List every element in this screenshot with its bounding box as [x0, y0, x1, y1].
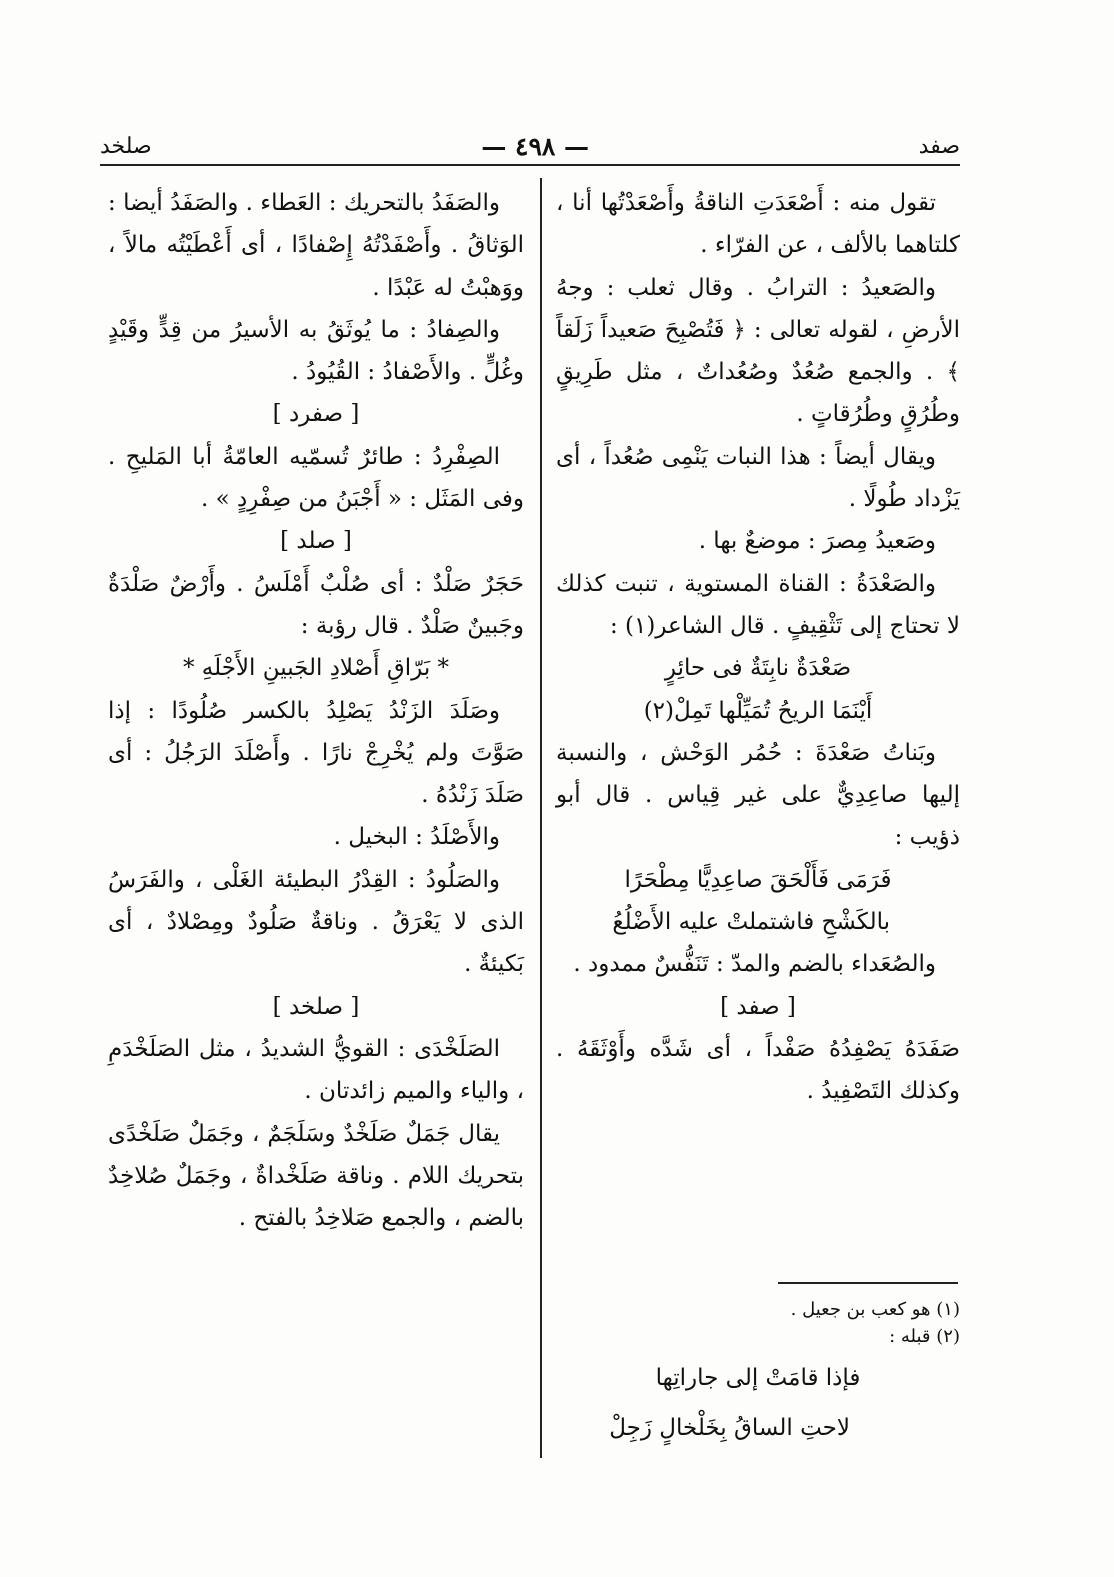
entry-paragraph: صَفَدَهُ يَصْفِدُهُ صَفْداً ، أى شَدَّه وأَوْثَقَهُ . وكذلك التَصْفِيدُ . [556, 1035, 960, 1105]
entry-paragraph: وصَلَدَ الزَنْدُ يَصْلِدُ بالكسر صُلُودًا : إذا صَوَّتَ ولم يُخْرِجْ نارًا . وأَصْلَدَ الرَجُلُ : أى صَلَدَ زَنْدُهُ . [108, 697, 524, 809]
page-number: — ٤٩٨ — [481, 131, 590, 161]
entry-paragraph: وصَعيدُ مِصرَ : موضعٌ بها . [698, 528, 936, 555]
entry-paragraph: والصَعْدَةُ : القناة المستوية ، تنبت كذلك لا تحتاج إلى تَثْقِيفٍ . قال الشاعر(١) : [556, 570, 960, 639]
entry-heading: [ صفد ] [720, 993, 796, 1020]
footnote-verse-1: فإذا قامَتْ إلى جاراتِها [655, 1365, 861, 1391]
entry-heading: [ صلخد ] [272, 993, 360, 1020]
entry-paragraph: ويقال أيضاً : هذا النبات يَنْمِى صُعُداً ، أى يَزْداد طُولًا . [556, 443, 960, 513]
entry-paragraph: حَجَرٌ صَلْدٌ : أى صُلْبٌ أَمْلَسُ . وأَرْضٌ صَلْدَةٌ وجَبينٌ صَلْدٌ . قال رؤبة : [108, 570, 524, 639]
entry-heading: [ صلد ] [280, 528, 352, 555]
entry-paragraph: تقول منه : أَصْعَدَتِ الناقةُ وأَصْعَدْتُها أنا ، كلتاهما بالألف ، عن الفرّاء . [556, 190, 960, 259]
entry-paragraph: والصُعَداء بالضم والمدّ : تَنَفُّسٌ ممدود . [573, 951, 936, 978]
column-divider [540, 178, 542, 1458]
verse-line: أَيْنَمَا الريحُ تُمَيِّلْها تَمِلْ(٢) [643, 697, 873, 724]
entry-paragraph: وبَناتُ صَعْدَةَ : حُمُر الوَحْش ، والنسبة إليها صاعِدِيٌّ على غير قِياس . قال أبو ذؤيب : [556, 739, 960, 851]
verse-line: فَرَمَى فَأَلْحَقَ صاعِدِيًّا مِطْحَرًا [624, 866, 892, 893]
entry-paragraph: والصَفَدُ بالتحريك : العَطاء . والصَفَدُ أيضا : الوَثاقُ . وأَصْفَدْتُهُ إِصْفادًا ، أى أَعْطَيْتُه مالاً ، ووَهبْتُ له عَبْدًا . [108, 190, 524, 301]
footnote-1: (١) هو كعب بن جعيل . [790, 1299, 960, 1320]
footnote-2: (٢) قبله : [889, 1326, 960, 1347]
verse-line: بالكَشْحِ فاشتملتْ عليه الأَضْلُعُ [612, 909, 890, 936]
verse-line: * بَرّاقِ أَصْلادِ الجَبينِ الأَجْلَهِ * [182, 655, 450, 682]
verse-line: صَعْدَةٌ نابِتَةٌ فى حائِرٍ [664, 655, 852, 682]
header-entry-left: صلخد [100, 133, 152, 159]
header-rule [100, 164, 960, 166]
left-column [108, 182, 524, 1239]
running-header [100, 128, 960, 164]
entry-paragraph: يقال جَمَلٌ صَلَخْدٌ وسَلَجَمٌ ، وجَمَلٌ صَلَخْدًى بتحريك اللام . وناقة صَلَخْداةٌ ، وجَمَلٌ صُلاخِدٌ بالضم ، والجمع صَلاخِدُ بالفتح . [108, 1120, 524, 1232]
footnote-verse-2: لاحتِ الساقُ بِخَلْخالٍ زَجِلْ [609, 1415, 850, 1441]
footnotes [556, 1296, 960, 1450]
footnote-rule [778, 1282, 958, 1284]
entry-paragraph: والأَصْلَدُ : البخيل . [333, 824, 500, 851]
entry-paragraph: الصِفْرِدُ : طائرٌ تُسمّيه العامّةُ أبا المَليحِ . وفى المَثَل : « أَجْبَنُ من صِفْرِدٍ » . [108, 443, 524, 513]
entry-paragraph: الصَلَخْدَى : القويُّ الشديدُ ، مثل الصَلَخْدَمِ ، والياء والميم زائدتان . [108, 1035, 524, 1105]
entry-paragraph: والصِفادُ : ما يُوثَقُ به الأسيرُ من قِدٍّ وقَيْدٍ وغُلٍّ . والأَصْفادُ : القُيُودُ . [108, 316, 524, 386]
header-entry-right: صفد [918, 133, 960, 159]
entry-paragraph: والصَعيدُ : الترابُ . وقال ثعلب : وجهُ الأرضِ ، لقوله تعالى : ﴿ فَتُصْبِحَ صَعيداً زَلَقاً ﴾ . والجمع صُعُدٌ وصُعُداتٌ ، مثل طَرِيقٍ وطُرُقٍ وطُرُقاتٍ . [556, 274, 960, 428]
entry-heading: [ صفرد ] [272, 401, 360, 428]
right-column [556, 182, 960, 1113]
entry-paragraph: والصَلُودُ : القِدْرُ البطيئة الغَلْى ، والفَرَسُ الذى لا يَعْرَقُ . وناقةٌ صَلُودٌ ومِصْلادٌ ، أى بَكيئةٌ . [108, 866, 524, 978]
